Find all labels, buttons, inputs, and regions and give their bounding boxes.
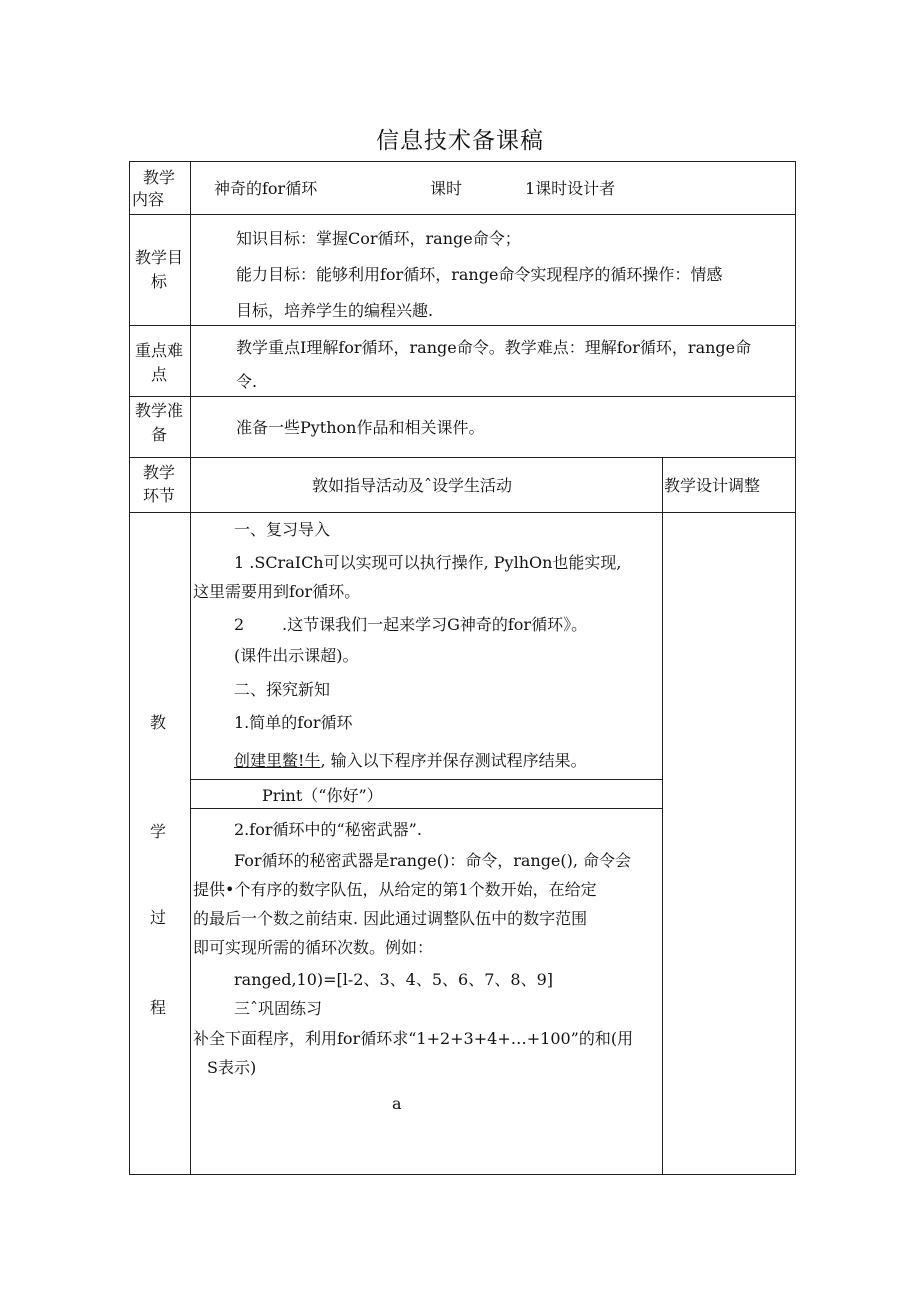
process-label-char: 程 — [150, 998, 167, 1017]
lesson-topic: 神奇的for循环 — [214, 179, 318, 198]
row-divider — [129, 457, 796, 458]
practice-line1: 补全下面程序，利用for循环求“1+2+3+4+…+100”的和(用 — [193, 1029, 634, 1048]
document-title: 信息技术备课稿 — [376, 128, 544, 154]
prep-label-line2: 备 — [151, 425, 168, 444]
period-label: 课时 — [430, 179, 463, 198]
keypoints-label-line2: 点 — [151, 365, 168, 384]
table-border-top — [129, 161, 796, 162]
row-divider — [129, 214, 796, 215]
keypoints-line2: 令. — [236, 372, 258, 391]
practice-placeholder-mark: a — [392, 1094, 402, 1113]
range-paragraph-line1: For循环的秘密武器是range()：命令，range(), 命令会 — [234, 851, 632, 870]
stage-label-line1: 教学 — [143, 463, 176, 482]
review-point2-note: (课件出示课超)。 — [234, 646, 359, 665]
ability-goal: 能力目标：能够利用for循环，range命令实现程序的循环操作：情感 — [236, 265, 723, 284]
table-border-bottom — [129, 1174, 796, 1175]
range-paragraph-line2: 提供•个有序的数字队伍，从给定的第1个数开始，在给定 — [193, 880, 597, 899]
knowledge-goal: 知识目标：掌握Cor循环，range命令； — [236, 229, 521, 248]
range-paragraph-line4: 即可实现所需的循环次数。例如： — [193, 938, 434, 957]
code-line: Print（“你好”） — [262, 786, 383, 805]
section-review-title: 一、复习导入 — [234, 520, 331, 539]
keypoints-line1: 教学重点I理解for循环，range命令。教学难点：理解for循环，range命 — [236, 338, 752, 357]
row-divider — [129, 325, 796, 326]
section-explore-title: 二、探究新知 — [234, 680, 331, 699]
row-divider — [129, 396, 796, 397]
emotion-goal: 目标，培养学生的编程兴趣. — [236, 301, 434, 320]
review-point1-line2: 这里需要用到for循环。 — [193, 582, 361, 601]
prep-label-line1: 教学准 — [135, 401, 184, 420]
table-border-left — [129, 161, 130, 1175]
explore-task — [234, 751, 587, 771]
table-border-right — [795, 161, 796, 1175]
explore-sub2: 2.for循环中的“秘密武器”. — [234, 820, 422, 839]
goals-label-line2: 标 — [151, 272, 168, 291]
period-value: 1课时设计者 — [525, 179, 616, 198]
activity-header: 敦如指导活动及ˆ设学生活动 — [312, 476, 513, 495]
content-label-line2: 内容 — [132, 190, 165, 209]
section-practice-title: 三ˆ巩固练习 — [234, 999, 323, 1018]
process-label-char: 教 — [150, 713, 167, 732]
adjust-column-divider — [662, 457, 663, 1175]
code-box-top — [190, 779, 662, 780]
prep-text: 准备一些Python作品和相关课件。 — [236, 418, 485, 437]
code-box-bottom — [190, 808, 662, 809]
explore-sub1: 1.简单的for循环 — [234, 713, 353, 732]
process-label-char: 过 — [150, 908, 167, 927]
explore-task-rest: , 输入以下程序并保存测试程序结果。 — [320, 751, 587, 770]
explore-task-underlined: 创建里鳖!牛 — [234, 751, 321, 770]
goals-label-line1: 教学目 — [135, 248, 184, 267]
label-column-divider — [190, 161, 191, 1175]
adjust-header: 教学设计调整 — [664, 476, 761, 495]
practice-line2: S表示) — [207, 1058, 257, 1077]
review-point2-text: .这节课我们一起来学习G神奇的for循环》。 — [282, 615, 588, 634]
process-label-char: 学 — [150, 822, 167, 841]
content-label-line1: 教学 — [143, 168, 176, 187]
range-paragraph-line3: 的最后一个数之前结束. 因此通过调整队伍中的数字范围 — [193, 909, 588, 928]
stage-label-line2: 环节 — [143, 486, 176, 505]
review-point1-line1: 1 .SCraICh可以实现可以执行操作, PylhOn也能实现, — [234, 553, 622, 572]
keypoints-label-line1: 重点难 — [135, 341, 184, 360]
review-point2-number: 2 — [234, 615, 245, 634]
row-divider — [129, 512, 796, 513]
range-example: ranged,10)=[l-2、3、4、5、6、7、8、9] — [234, 970, 553, 989]
